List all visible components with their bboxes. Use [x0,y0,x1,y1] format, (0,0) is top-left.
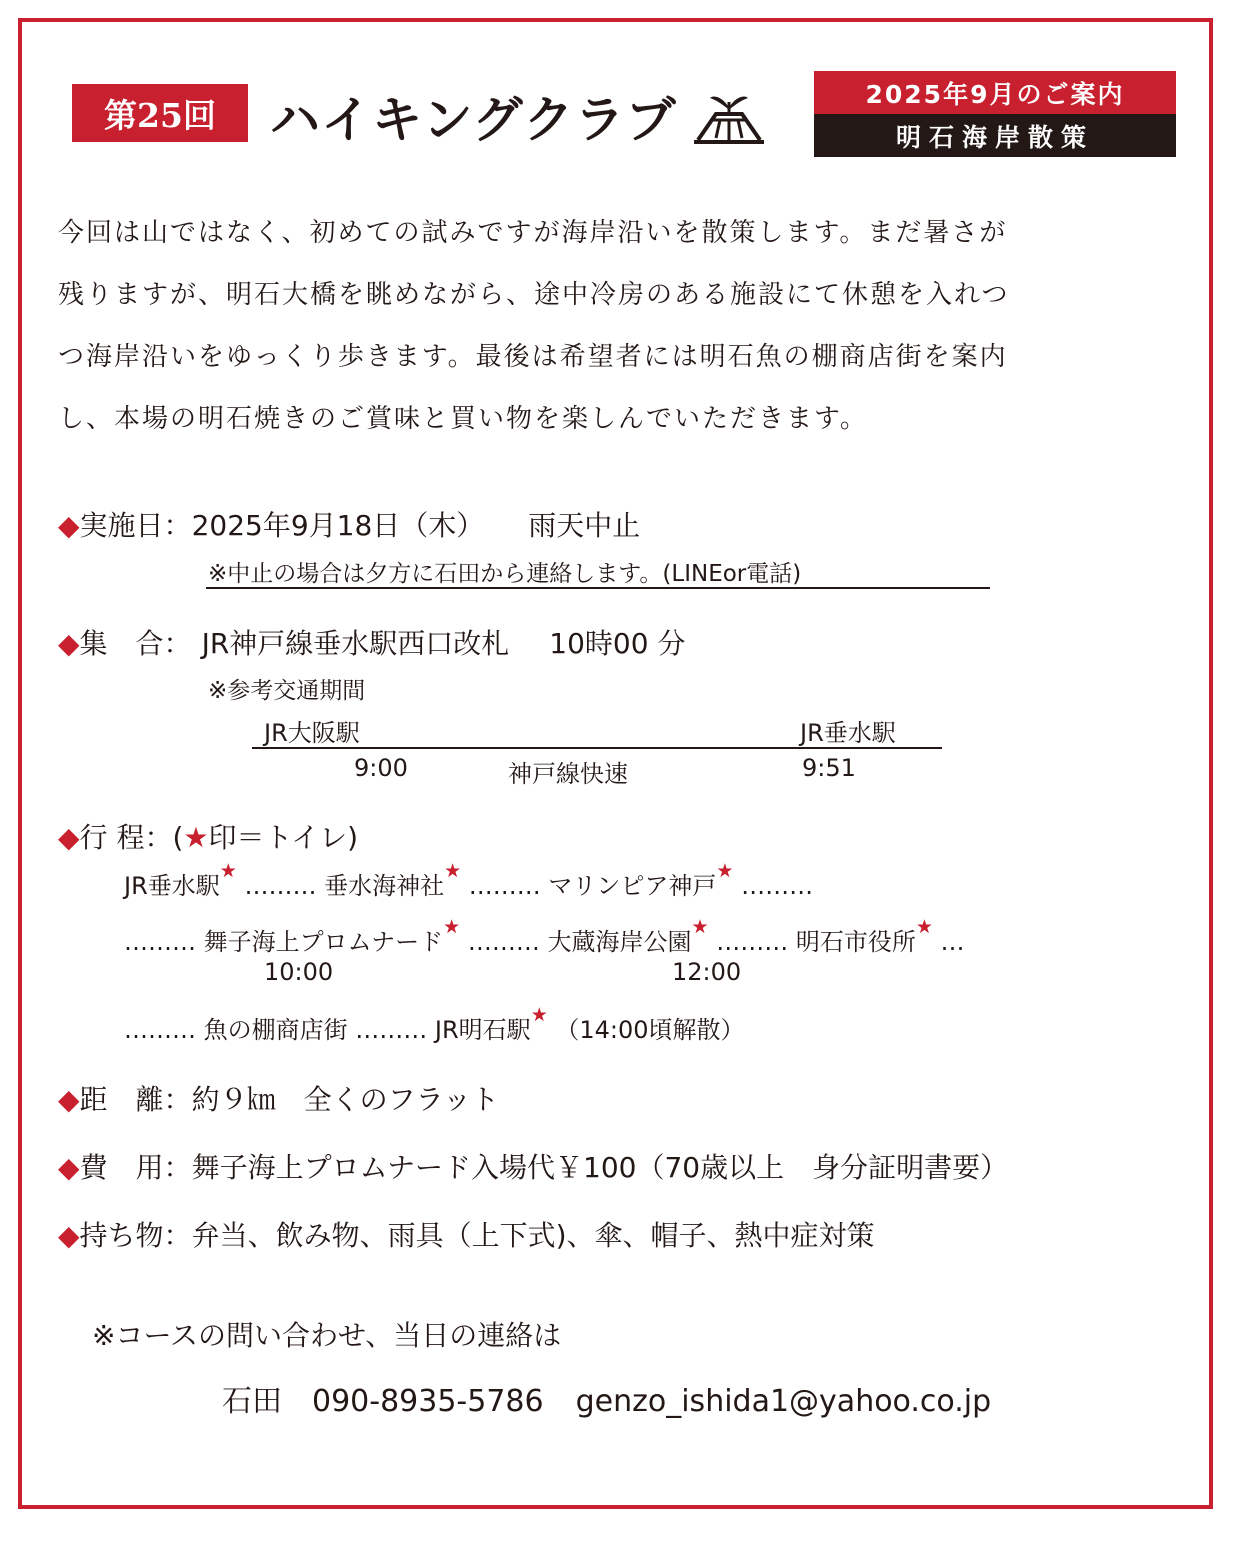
intro-line-3: つ海岸沿いをゆっくり歩きます。最後は希望者には明石魚の棚商店街を案内 [58,342,1008,372]
month-announcement-box [814,71,1176,157]
contact-email[interactable]: genzo_ishida1@yahoo.co.jp [575,1384,992,1419]
route-dots: ……… [244,872,317,900]
meeting-label: 集 合： [79,627,192,660]
transport-reference-label: ※参考交通期間 [208,678,366,704]
toilet-star-icon: ★ [219,860,237,882]
train-type: 神戸線快速 [508,760,628,788]
route-dots: ……… [741,872,814,900]
diamond-bullet-icon: ◆ [58,627,80,660]
belongings-label: 持ち物： [79,1219,192,1252]
route-row-1 [124,860,814,901]
fee-value: 舞子海上プロムナード入場代￥100（70歳以上 身分証明書要） [191,1151,1009,1184]
stop-jr-akashi: JR明石駅 [434,1016,531,1044]
note-underline [206,587,990,589]
diamond-bullet-icon: ◆ [58,1151,80,1184]
distance-value: 約９㎞ 全くのフラット [191,1083,500,1116]
course-name: 明石海岸散策 [814,114,1176,157]
toilet-star-icon: ★ [444,860,462,882]
route-dots: ……… [124,928,196,956]
belongings-value: 弁当、飲み物、雨具（上下式)、傘、帽子、熱中症対策 [191,1219,875,1252]
route-dots: ……… [355,1016,428,1044]
date-label: 実施日： [79,509,192,542]
route-dots: ……… [468,872,541,900]
toilet-star-icon: ★ [915,916,933,938]
stop-jr-tarumi: JR垂水駅 [124,872,220,900]
intro-line-2: 残りますが、明石大橋を眺めながら、途中冷房のある施設にて休憩を入れつ [58,280,1010,310]
toilet-star-icon: ★ [530,1004,548,1026]
arrive-time: 9:51 [802,754,856,782]
contact-line [222,1376,991,1420]
diamond-bullet-icon: ◆ [58,509,80,542]
stop-okura-park: 大蔵海岸公園 [547,928,692,956]
diamond-bullet-icon: ◆ [58,1083,80,1116]
fee-label: 費 用： [79,1151,192,1184]
stop-tarumi-shrine: 垂水海神社 [324,872,445,900]
month-label: 2025年9月のご案内 [814,71,1176,114]
distance-label: 距 離： [79,1083,192,1116]
toilet-star-icon: ★ [183,821,209,854]
date-value: 2025年9月18日（木） [191,509,485,542]
toilet-star-icon: ★ [443,916,461,938]
contact-name: 石田 [222,1384,282,1419]
mountain-sprout-icon [692,78,766,152]
stop-uonotana: 魚の棚商店街 [203,1016,348,1044]
time-at-promenade: 10:00 [264,958,334,986]
cancel-contact-note: ※中止の場合は夕方に石田から連絡します。(LINEor電話) [208,561,802,587]
diamond-bullet-icon: ◆ [58,1219,80,1252]
timetable-line [252,747,942,749]
rain-cancel-note: 雨天中止 [528,509,641,542]
route-row-3 [124,1004,745,1045]
edition-badge: 第25回 [72,84,248,142]
time-at-okura-park: 12:00 [672,958,742,986]
route-label: 行 程：( [79,821,184,854]
diamond-bullet-icon: ◆ [58,821,80,854]
route-label-tail: 印＝トイレ) [208,821,359,854]
to-station: JR垂水駅 [800,719,896,747]
route-item [58,816,358,856]
intro-line-1: 今回は山ではなく、初めての試みですが海岸沿いを散策します。まだ暑さが [58,218,1008,248]
belongings-item [58,1214,875,1254]
meeting-item [58,622,685,662]
intro-line-4: し、本場の明石焼きのご賞味と買い物を楽しんでいただきます。 [58,404,868,434]
club-title: ハイキングクラブ [270,91,677,149]
stop-marinepia: マリンピア神戸 [548,872,717,900]
toilet-star-icon: ★ [716,860,734,882]
route-row-2 [124,916,965,957]
meeting-place: JR神戸線垂水駅西口改札 [201,627,510,660]
fee-item [58,1146,1008,1186]
stop-akashi-city-hall: 明石市役所 [795,928,916,956]
meeting-time: 10時00 分 [549,627,686,660]
date-item [58,504,640,544]
toilet-star-icon: ★ [691,916,709,938]
stop-maiko-promenade: 舞子海上プロムナード [203,928,444,956]
route-dots: ……… [716,928,789,956]
distance-item [58,1078,499,1118]
dismissal-note: （14:00頃解散） [555,1016,745,1044]
route-dots: ……… [124,1016,196,1044]
contact-phone[interactable]: 090-8935-5786 [312,1384,544,1419]
contact-note: ※コースの問い合わせ、当日の連絡は [92,1319,562,1352]
route-dots: ……… [467,928,540,956]
from-station: JR大阪駅 [264,719,360,747]
route-dots-tail: … [940,928,965,956]
depart-time: 9:00 [354,754,408,782]
